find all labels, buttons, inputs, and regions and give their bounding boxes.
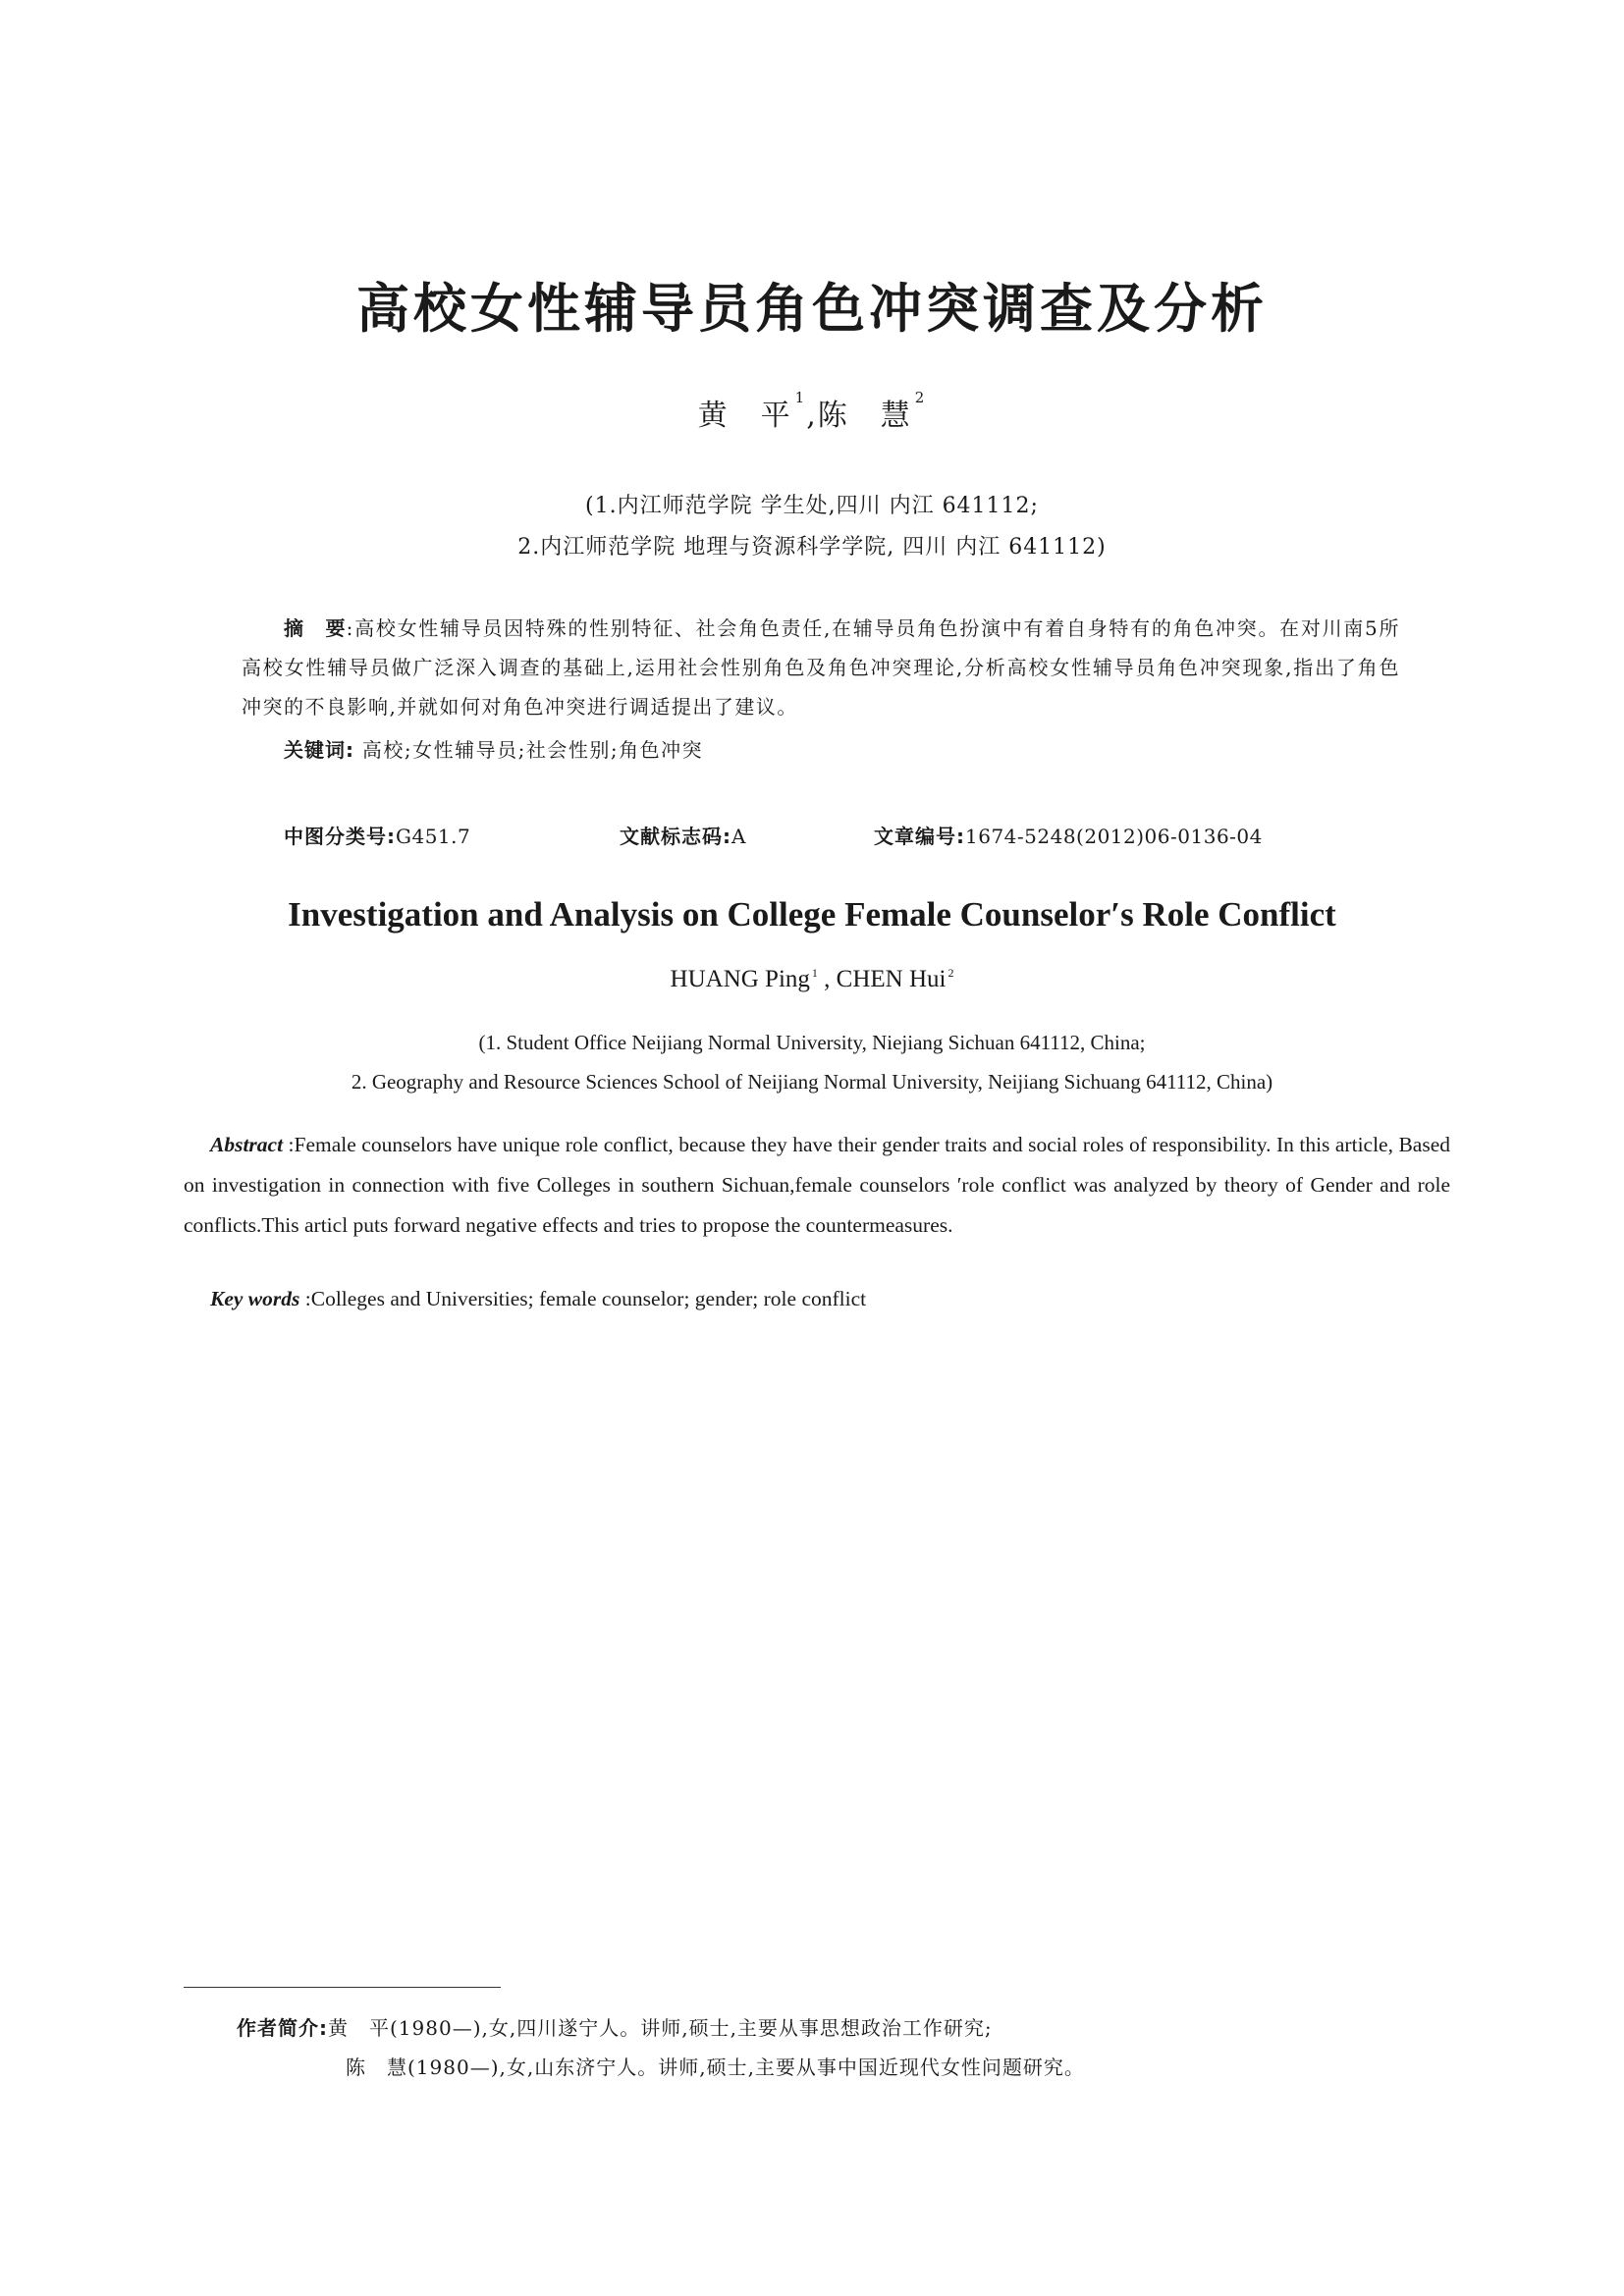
author-1-name: 黄 平 bbox=[697, 399, 792, 433]
author-bio-1-text: 黄 平(1980—),女,四川遂宁人。讲师,硕士,主要从事思想政治工作研究; bbox=[328, 2016, 993, 2040]
article-number bbox=[874, 821, 1263, 849]
english-abstract-label: Abstract bbox=[210, 1133, 284, 1156]
english-abstract-text: :Female counselors have unique role conflict, because they have their gender traits and social roles of responsibility. In this article, Based on investigation in connection with five Colleges in southern Sichuan,female counselors ′role conflict was analyzed by theory of Gender and role conflicts.This articl puts forward negative effects and tries to propose the countermeasures. bbox=[184, 1133, 1450, 1237]
classification-row bbox=[0, 821, 1624, 850]
author-1-affiliation-mark: 1 bbox=[794, 389, 807, 406]
english-abstract bbox=[184, 1125, 1450, 1246]
clc-label: 中图分类号: bbox=[284, 825, 396, 848]
document-code-label: 文献标志码: bbox=[620, 825, 731, 848]
english-affiliation-2: 2. Geography and Resource Sciences School of Neijiang Normal University, Neijiang Sichuang 641112, China) bbox=[351, 1070, 1273, 1094]
chinese-authors bbox=[0, 391, 1624, 434]
chinese-keywords-label: 关键词: bbox=[284, 738, 354, 762]
author-2-affiliation-mark: 2 bbox=[914, 389, 927, 406]
chinese-keywords-text: 高校;女性辅导员;社会性别;角色冲突 bbox=[354, 738, 704, 762]
document-code bbox=[620, 821, 746, 849]
chinese-affiliation-1: (1.内江师范学院 学生处,四川 内江 641112; bbox=[585, 494, 1039, 518]
author-bio-label: 作者简介: bbox=[237, 2016, 328, 2040]
english-author-separator: , bbox=[817, 966, 837, 992]
author-2-name: 陈 慧 bbox=[817, 399, 912, 433]
english-title: Investigation and Analysis on College Female Counselor′s Role Conflict bbox=[288, 895, 1336, 934]
chinese-abstract-text: :高校女性辅导员因特殊的性别特征、社会角色责任,在辅导员角色扮演中有着自身特有的角色冲突。在对川南5所高校女性辅导员做广泛深入调查的基础上,运用社会性别角色及角色冲突理论,分析高校女性辅导员角色冲突现象,指出了角色冲突的不良影响,并就如何对角色冲突进行调适提出了建议。 bbox=[242, 616, 1401, 719]
page-title: 高校女性辅导员角色冲突调查及分析 bbox=[356, 277, 1268, 340]
english-keywords-text: :Colleges and Universities; female counselor; gender; role conflict bbox=[299, 1287, 867, 1310]
chinese-affiliation-2: 2.内江师范学院 地理与资源科学学院, 四川 内江 641112) bbox=[517, 535, 1107, 560]
english-keywords-label: Key words bbox=[210, 1287, 300, 1310]
english-author-2-name: CHEN Hui bbox=[836, 966, 947, 992]
article-number-label: 文章编号: bbox=[874, 825, 965, 848]
clc-number bbox=[284, 821, 470, 849]
english-author-1-affiliation-mark: 1 bbox=[811, 966, 818, 980]
english-author-2-affiliation-mark: 2 bbox=[947, 966, 954, 980]
english-keywords bbox=[210, 1287, 866, 1311]
english-affiliation-1: (1. Student Office Neijiang Normal University, Niejiang Sichuan 641112, China; bbox=[478, 1031, 1146, 1054]
chinese-keywords bbox=[284, 734, 703, 763]
author-separator: , bbox=[806, 399, 818, 433]
author-bio-1 bbox=[237, 2012, 993, 2041]
footnote-divider bbox=[184, 1987, 501, 1988]
article-number-value: 1674-5248(2012)06-0136-04 bbox=[965, 825, 1263, 848]
clc-value: G451.7 bbox=[396, 825, 471, 848]
author-bio-2: 陈 慧(1980—),女,山东济宁人。讲师,硕士,主要从事中国近现代女性问题研究。 bbox=[346, 2056, 1085, 2079]
english-authors bbox=[0, 966, 1624, 993]
document-code-value: A bbox=[731, 825, 746, 848]
english-author-1-name: HUANG Ping bbox=[670, 966, 810, 992]
chinese-abstract-label: 摘 要 bbox=[284, 616, 347, 640]
chinese-abstract bbox=[242, 609, 1400, 726]
